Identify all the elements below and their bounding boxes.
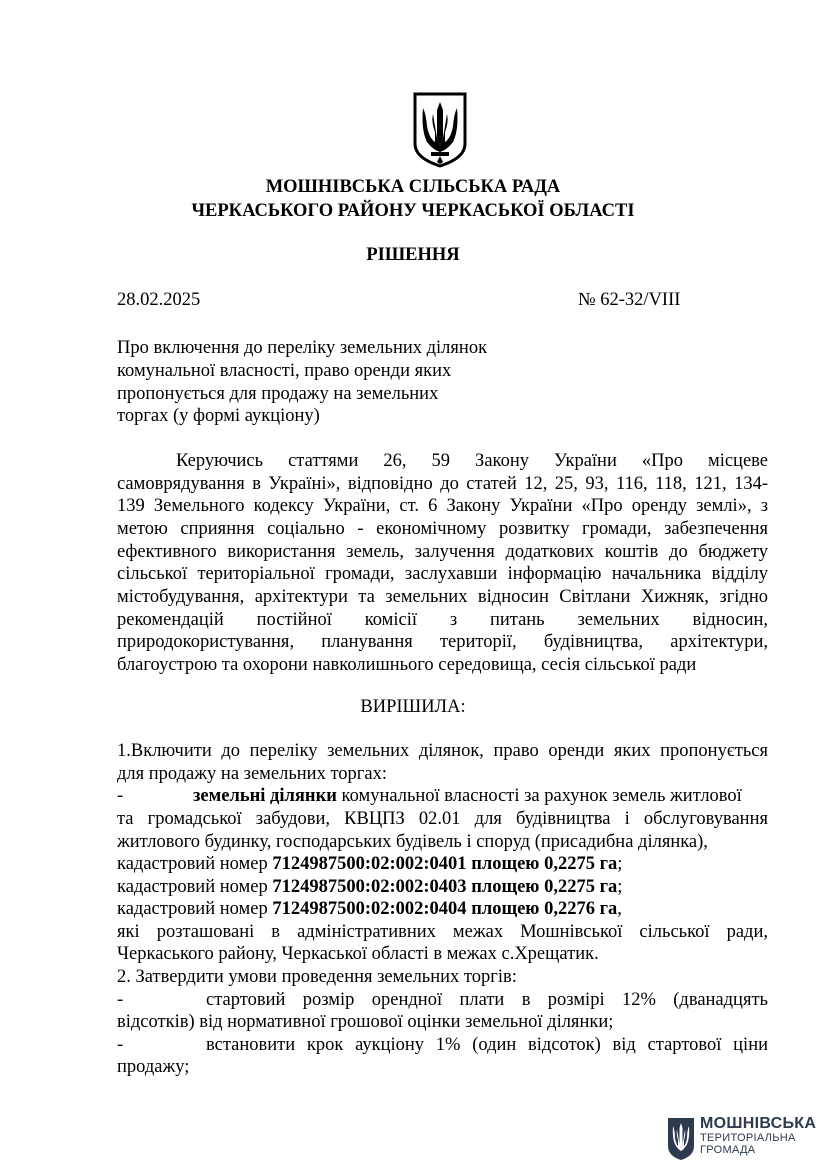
- bold-lead: земельні ділянки: [193, 786, 337, 806]
- decision-date: 28.02.2025: [117, 290, 201, 310]
- community-logo-text: [700, 1116, 816, 1156]
- bullet-dash: -: [117, 990, 124, 1010]
- item2-bullet: встановити крок аукціону 1% (один відсоток) від стартової ціни: [206, 1035, 768, 1055]
- cadastre-number: 7124987500:02:002:0404: [272, 899, 467, 919]
- logo-sub: ГРОМАДА: [700, 1144, 756, 1156]
- parcel-line: кадастровий номер 7124987500:02:002:0401 площею 0,2275 га;: [117, 854, 623, 874]
- item1-line: та громадської забудови, КВЦПЗ 02.01 для будівництва і обслуговування: [117, 809, 768, 829]
- preamble-line: ефективного використання земель, залучення додаткових коштів до бюджету: [117, 542, 768, 562]
- subject-line: пропонується для продажу на земельних: [117, 384, 439, 404]
- parcel-line: кадастровий номер 7124987500:02:002:0404 площею 0,2276 га,: [117, 899, 622, 919]
- district-title: ЧЕРКАСЬКОГО РАЙОНУ ЧЕРКАСЬКОЇ ОБЛАСТІ: [191, 201, 635, 221]
- cadastre-number: 7124987500:02:002:0403: [272, 877, 467, 897]
- parcel-line: кадастровий номер 7124987500:02:002:0403 площею 0,2275 га;: [117, 877, 623, 897]
- lead-rest: комунальної власності за рахунок земель житлової: [336, 786, 742, 806]
- item1-line: для продажу на земельних торгах:: [117, 764, 387, 784]
- community-logo-icon: [666, 1116, 696, 1162]
- item2-heading: 2. Затвердити умови проведення земельних торгів:: [117, 967, 517, 987]
- parcel-area: площею 0,2275 га: [466, 854, 618, 874]
- bullet-dash: -: [117, 1035, 124, 1055]
- item2-bullet: стартовий розмір орендної плати в розмірі 12% (дванадцять: [206, 990, 768, 1010]
- logo-sub: ТЕРИТОРІАЛЬНА: [700, 1132, 796, 1144]
- item2-bullet: відсотків) від нормативної грошової оцінки земельної ділянки;: [117, 1012, 614, 1032]
- preamble-line: рекомендацій постійної комісії з питань земельних відносин,: [117, 610, 768, 630]
- preamble-line: 139 Земельного кодексу України, ст. 6 Закону України «Про оренду землі», з: [117, 496, 768, 516]
- subject-line: торгах (у формі аукціону): [117, 406, 320, 426]
- bullet-dash: -: [117, 786, 124, 806]
- preamble-line: благоустрою та охорони навколишнього середовища, сесія сільської ради: [117, 655, 697, 675]
- preamble-line: метою сприяння соціально - економічному розвитку громади, забезпечення: [117, 519, 768, 539]
- decided-heading: ВИРІШИЛА:: [360, 697, 466, 717]
- item1-location: Черкаського району, Черкаської області в межах с.Хрещатик.: [117, 944, 599, 964]
- preamble-line: Керуючись статтями 26, 59 Закону України «Про місцеве: [176, 451, 768, 471]
- item2-bullet: продажу;: [117, 1057, 190, 1077]
- preamble-line: природокористування, планування території, будівництва, архітектури,: [117, 632, 768, 652]
- subject-line: комунальної власності, право оренди яких: [117, 361, 452, 381]
- item1-line: 1.Включити до переліку земельних ділянок, право оренди яких пропонується: [117, 741, 768, 761]
- subject-line: Про включення до переліку земельних ділянок: [117, 338, 488, 358]
- cadastre-number: 7124987500:02:002:0401: [272, 854, 467, 874]
- coat-of-arms-icon: [413, 92, 467, 168]
- preamble-line: самоврядування в Україні», відповідно до статей 12, 25, 93, 116, 118, 121, 134-: [117, 474, 768, 494]
- preamble-line: містобудування, архітектури та земельних відносин Світлани Хижняк, згідно: [117, 587, 768, 607]
- decision-number: № 62-32/VIII: [578, 290, 681, 310]
- preamble-line: сільської територіальної громади, заслухавши інформацію начальника відділу: [117, 564, 768, 584]
- parcel-area: площею 0,2276 га: [466, 899, 618, 919]
- council-title: МОШНІВСЬКА СІЛЬСЬКА РАДА: [265, 177, 561, 197]
- item1-line: житлового будинку, господарських будівель і споруд (присадибна ділянка),: [117, 832, 708, 852]
- item1-parcels-lead: [193, 786, 742, 807]
- document-type: РІШЕННЯ: [366, 245, 460, 265]
- item1-location: які розташовані в адміністративних межах Мошнівської сільської ради,: [117, 922, 768, 942]
- logo-title: МОШНІВСЬКА: [700, 1115, 817, 1132]
- parcel-area: площею 0,2275 га: [466, 877, 618, 897]
